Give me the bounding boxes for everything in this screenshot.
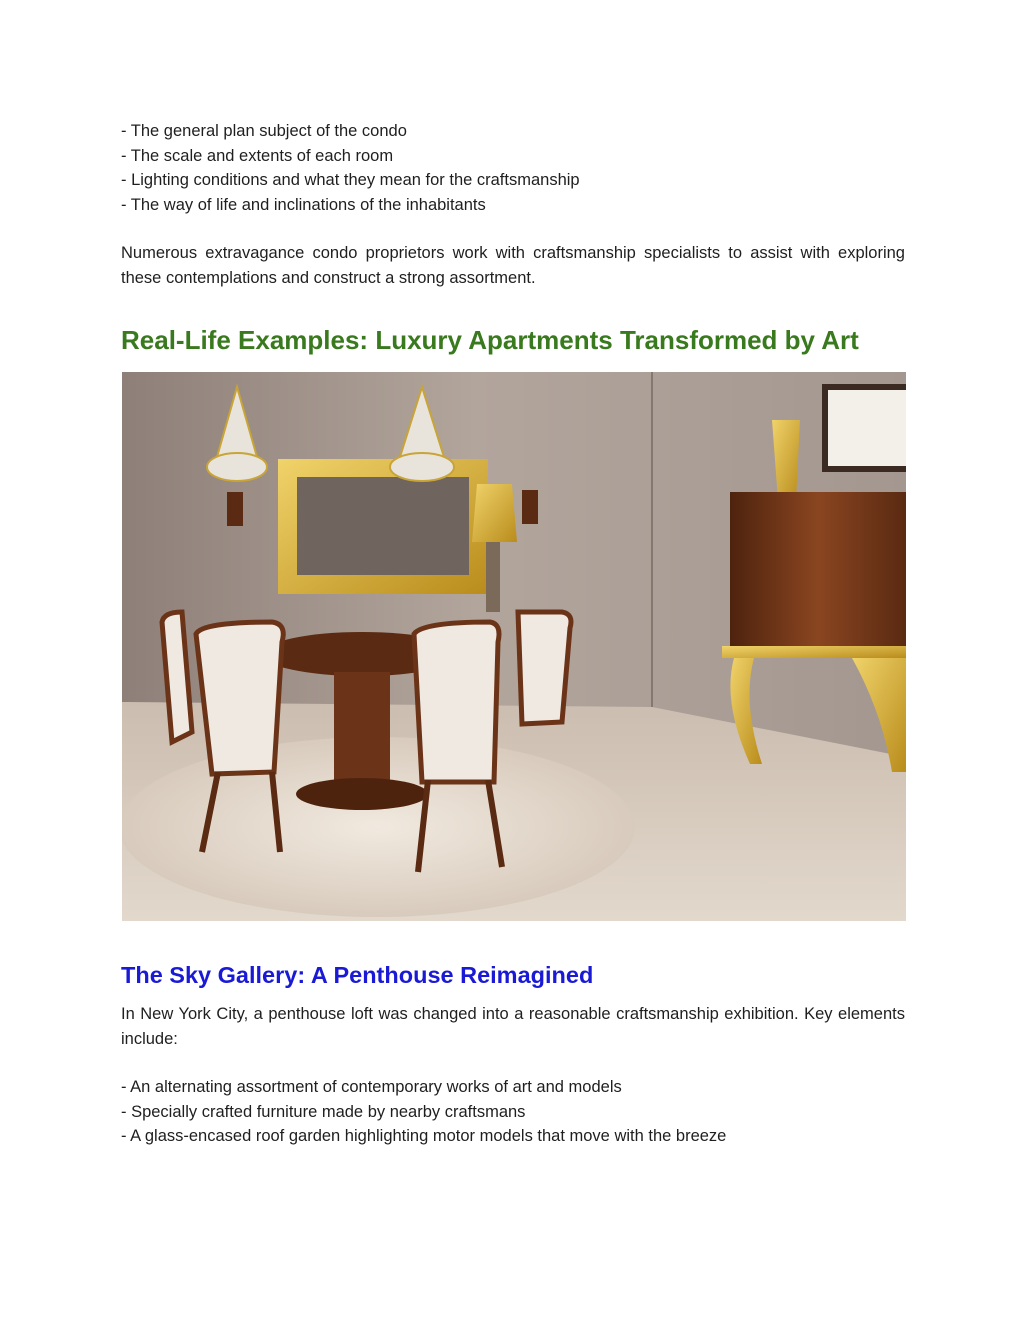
subsection-heading: The Sky Gallery: A Penthouse Reimagined xyxy=(121,962,594,988)
list-item: - An alternating assortment of contemporary works of art and models xyxy=(121,1078,622,1096)
dining-room-photo xyxy=(122,372,906,921)
list-item: - The general plan subject of the condo xyxy=(121,122,407,140)
list-item: - The way of life and inclinations of the inhabitants xyxy=(121,195,486,214)
list-item: - Lighting conditions and what they mean for the craftsmanship xyxy=(121,171,580,189)
list-item: - A glass-encased roof garden highlighting motor models that move with the breeze xyxy=(121,1127,727,1145)
key-elements-list xyxy=(121,1075,905,1149)
intro-paragraph: Numerous extravagance condo proprietors work with craftsmanship specialists to assist with exploring these contemplations and construct a strong assortment. xyxy=(121,244,905,287)
list-item: - The scale and extents of each room xyxy=(121,146,394,165)
subsection-paragraph: In New York City, a penthouse loft was changed into a reasonable craftsmanship exhibition. Key elements include: xyxy=(121,1005,905,1048)
section-heading: Real-Life Examples: Luxury Apartments Transformed by Art xyxy=(121,325,859,355)
list-item: - Specially crafted furniture made by nearby craftsmans xyxy=(121,1102,526,1121)
considerations-list xyxy=(121,119,905,217)
